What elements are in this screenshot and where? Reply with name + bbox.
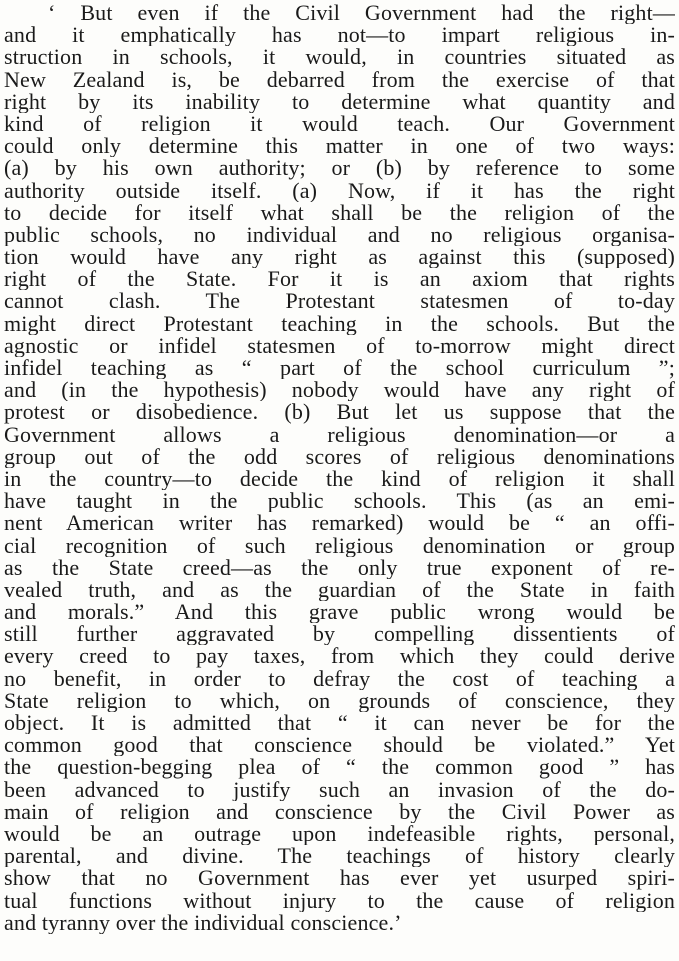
text-line: tual functions without injury to the cause of religion <box>4 889 675 912</box>
text-line: (a) by his own authority; or (b) by reference to some <box>4 157 675 180</box>
text-line: and morals.” And this grave public wrong would be <box>4 601 675 624</box>
text-line: main of religion and conscience by the Civil Power as <box>4 800 675 823</box>
text-line: the question-begging plea of “ the common good ” has <box>4 756 675 779</box>
text-line: every creed to pay taxes, from which they could derive <box>4 645 675 668</box>
text-line: right by its inability to determine what quantity and <box>4 90 675 113</box>
text-line: group out of the odd scores of religious denominations <box>4 445 675 468</box>
text-line: parental, and divine. The teachings of history clearly <box>4 845 675 868</box>
text-line: vealed truth, and as the guardian of the State in faith <box>4 578 675 602</box>
text-line: kind of religion it would teach. Our Government <box>4 112 675 136</box>
text-line: been advanced to justify such an invasion of the do- <box>4 778 675 801</box>
text-line: still further aggravated by compelling dissentients of <box>4 623 675 646</box>
text-line: authority outside itself. (a) Now, if it has the right <box>4 179 675 202</box>
text-line: cannot clash. The Protestant statesmen of to-day <box>4 290 675 313</box>
text-line: in the country—to decide the kind of religion it shall <box>4 467 675 491</box>
text-line: right of the State. For it is an axiom that rights <box>4 268 675 291</box>
text-line: nent American writer has remarked) would be “ an offi- <box>4 512 675 535</box>
text-line: object. It is admitted that “ it can never be for the <box>4 712 675 735</box>
text-line: have taught in the public schools. This (as an emi- <box>4 490 675 513</box>
text-line: as the State creed—as the only true exponent of re- <box>4 556 675 579</box>
text-line: and it emphatically has not—to impart religious in- <box>4 24 675 47</box>
text-line: protest or disobedience. (b) But let us suppose that the <box>4 401 675 424</box>
text-line: common good that conscience should be violated.” Yet <box>4 734 675 757</box>
text-line: infidel teaching as “ part of the school curriculum ”; <box>4 357 675 380</box>
text-line: struction in schools, it would, in countries situated as <box>4 46 675 69</box>
text-line: public schools, no individual and no religious organisa- <box>4 223 675 247</box>
text-line: would be an outrage upon indefeasible rights, personal, <box>4 822 675 846</box>
text-line: to decide for itself what shall be the religion of the <box>4 201 675 224</box>
text-line: Government allows a religious denomination—or a <box>4 423 675 446</box>
text-line: ‘ But even if the Civil Government had the right— <box>48 2 675 25</box>
text-line: State religion to which, on grounds of conscience, they <box>4 689 675 712</box>
text-line: agnostic or infidel statesmen of to-morrow might direct <box>4 334 675 357</box>
text-line: show that no Government has ever yet usurped spiri- <box>4 867 675 890</box>
text-line: and tyranny over the individual conscience.’ <box>4 911 402 934</box>
text-line: New Zealand is, be debarred from the exercise of that <box>4 68 675 91</box>
text-line: might direct Protestant teaching in the schools. But the <box>4 312 675 335</box>
text-line: no benefit, in order to defray the cost of teaching a <box>4 667 675 690</box>
text-line: could only determine this matter in one of two ways: <box>4 135 675 158</box>
text-line: cial recognition of such religious denomination or group <box>4 534 675 557</box>
text-line: tion would have any right as against this (supposed) <box>4 246 675 269</box>
text-line: and (in the hypothesis) nobody would have any right of <box>4 379 675 402</box>
article-column <box>4 2 675 934</box>
